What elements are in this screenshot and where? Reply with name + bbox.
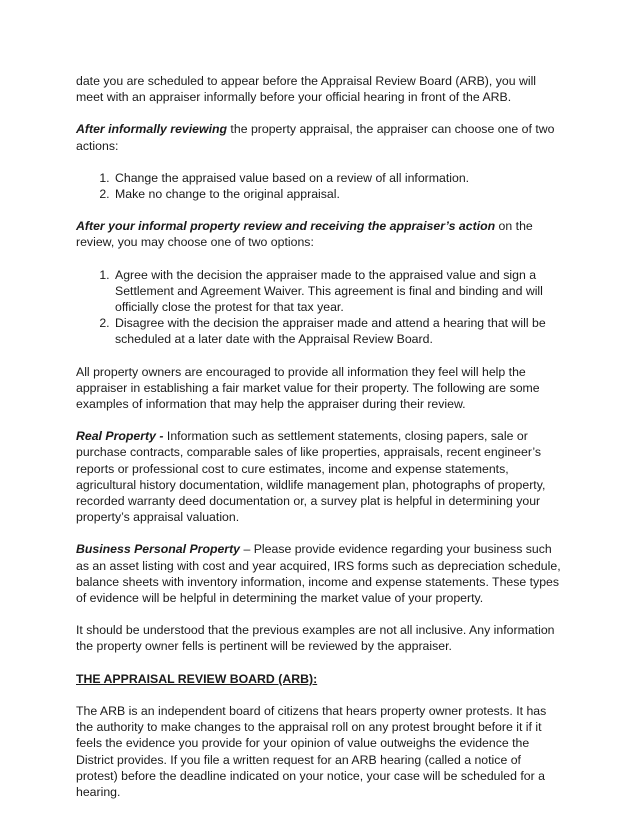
not-inclusive-text: It should be understood that the previous examples are not all inclusive. Any information the property owner fells is pertinent will be reviewed by the appraiser. [76, 623, 555, 654]
list-item: 1. Change the appraised value based on a review of all information. [113, 170, 566, 186]
real-property-paragraph [76, 428, 566, 525]
list-item: 2. Disagree with the decision the appraiser made and attend a hearing that will be scheduled at a later date with the Appraisal Review Board. [113, 315, 566, 347]
arb-heading-text: THE APPRAISAL REVIEW BOARD (ARB): [76, 671, 318, 686]
after-action-paragraph [76, 218, 566, 250]
encourage-text: All property owners are encouraged to provide all information they feel will help the appraiser in establishing a fair market value for their property. The following are some examples of information that may help the appraiser during their review. [76, 364, 540, 412]
encourage-paragraph [76, 364, 566, 413]
business-property-text: – Please provide evidence regarding your business such as an asset listing with cost and year acquired, IRS forms such as depreciation schedule, balance sheets with inventory information, income and expense statements. These types of evidence will be helpful in determining the market value of your property. [76, 542, 561, 606]
intro-text: date you are scheduled to appear before the Appraisal Review Board (ARB), you will meet with an appraiser informally before your official hearing in front of the ARB. [76, 74, 537, 105]
real-property-lead: Real Property - [76, 429, 164, 444]
after-action-lead: After your informal property review and receiving the appraiser’s action [76, 219, 496, 234]
business-property-lead: Business Personal Property [76, 542, 241, 557]
owner-options-list [76, 267, 566, 348]
informal-review-text: the property appraisal, the appraiser can choose one of two actions: [76, 122, 555, 153]
after-action-text: on the review, you may choose one of two options: [76, 219, 533, 250]
real-property-text: Information such as settlement statements, closing papers, sale or purchase contracts, comparable sales of like properties, appraisals, recent engineer’s reports or professional cost to cure estimates, income and expense statements, agricultural history documentation, wildlife management plan, photographs of property, recorded warranty deed documentation or, a survey plat is helpful in determining your property’s appraisal valuation. [76, 429, 546, 525]
not-inclusive-paragraph [76, 622, 566, 654]
appraiser-actions-list [76, 170, 566, 202]
arb-body-text: The ARB is an independent board of citizens that hears property owner protests. It has the authority to make changes to the appraisal roll on any protest brought before it if it feels the evidence you provide for your opinion of value outweighs the evidence the District provides. If you file a written request for an ARB hearing (called a notice of protest) before the deadline indicated on your notice, your case will be scheduled for a hearing. [76, 703, 547, 799]
intro-paragraph [76, 73, 566, 105]
arb-body-paragraph [76, 703, 566, 800]
informal-review-lead: After informally reviewing [76, 122, 228, 137]
informal-review-paragraph [76, 121, 566, 153]
list-item: 2. Make no change to the original appraisal. [113, 186, 566, 202]
document-page [76, 73, 566, 816]
list-item: 1. Agree with the decision the appraiser made to the appraised value and sign a Settlement and Agreement Waiver. This agreement is final and binding and will officially close the protest for that tax year. [113, 267, 566, 316]
arb-heading [76, 671, 566, 687]
business-property-paragraph [76, 541, 566, 606]
